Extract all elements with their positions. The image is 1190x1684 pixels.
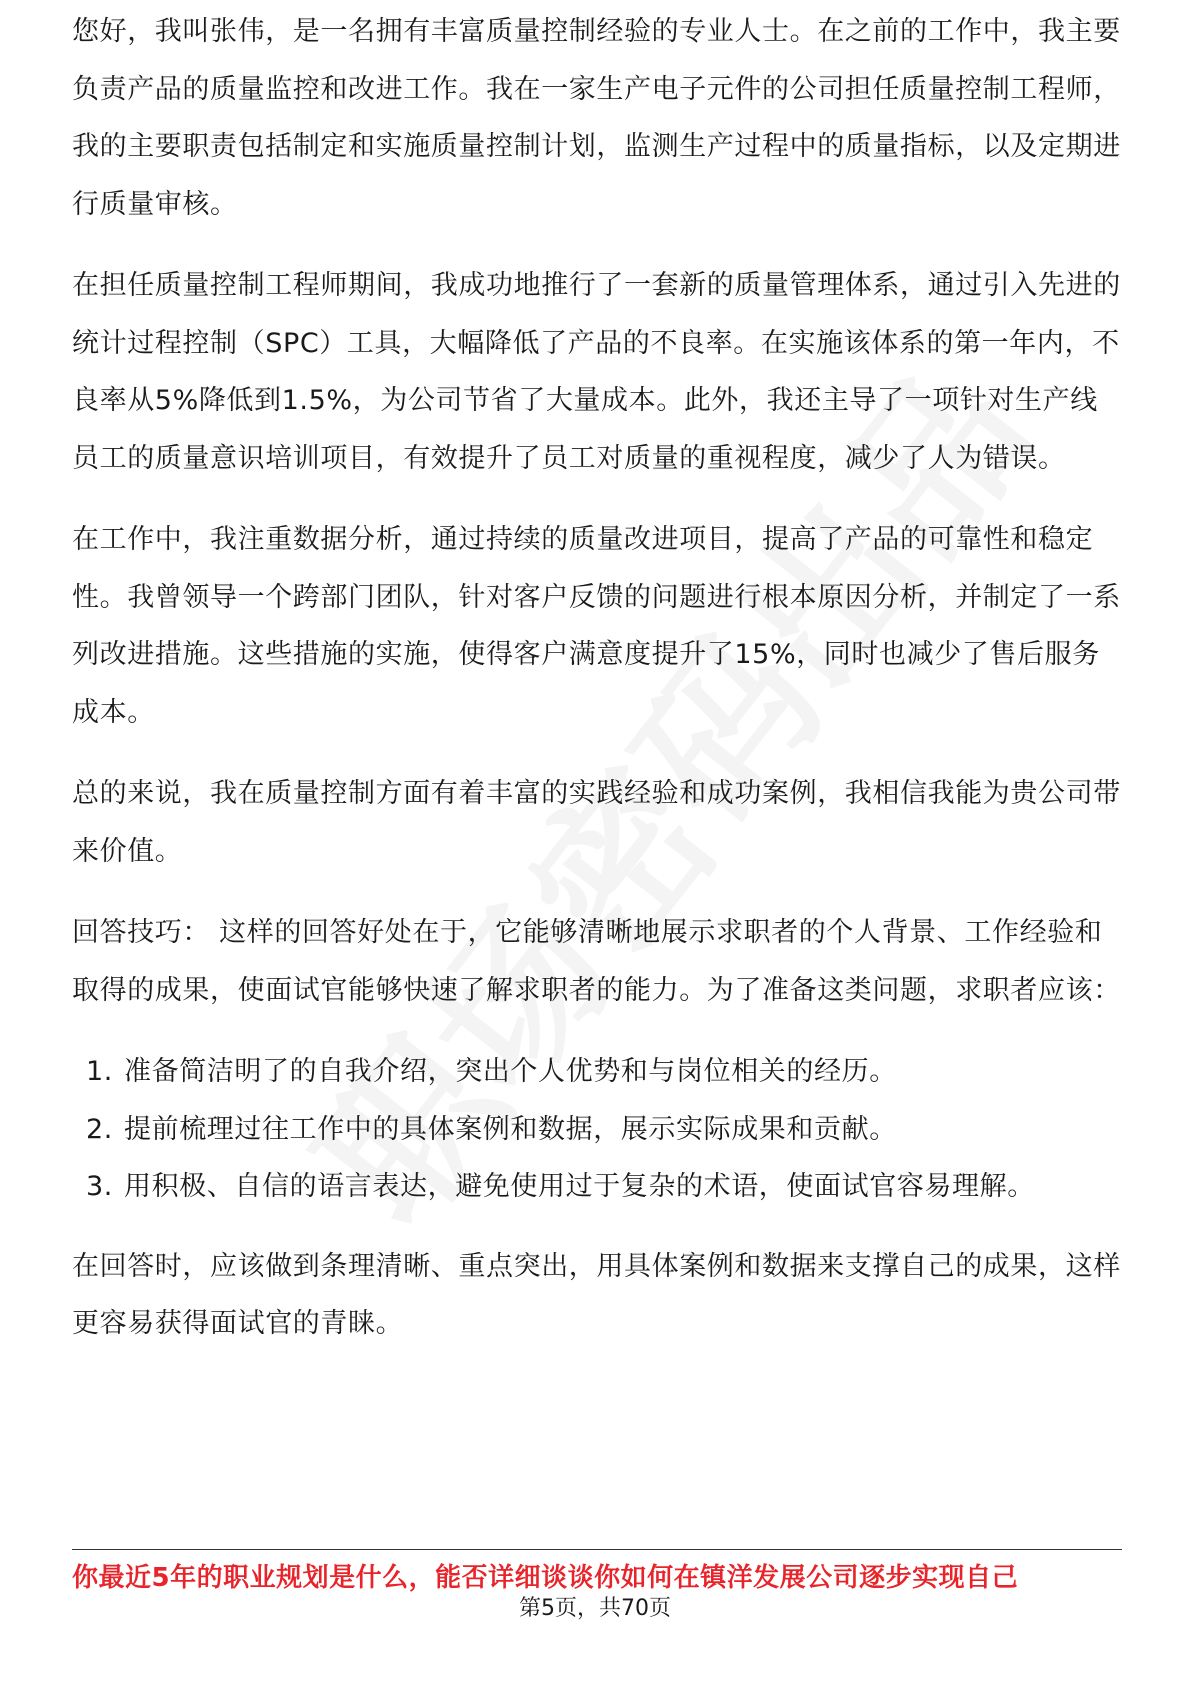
- paragraph-summary: 总的来说，我在质量控制方面有着丰富的实践经验和成功案例，我相信我能为贵公司带来价值。: [72, 778, 1121, 867]
- next-question-heading: 你最近5年的职业规划是什么，能否详细谈谈你如何在镇洋发展公司逐步实现自己: [72, 1563, 1019, 1593]
- paragraph-closing: 在回答时，应该做到条理清晰、重点突出，用具体案例和数据来支撑自己的成果，这样更容易获得面试官的青睐。: [72, 1250, 1121, 1339]
- answer-body: [72, 16, 1122, 1377]
- paragraph-intro: 您好，我叫张伟，是一名拥有丰富质量控制经验的专业人士。在之前的工作中，我主要负责产品的质量监控和改进工作。我在一家生产电子元件的公司担任质量控制工程师，我的主要职责包括制定和实施质量控制计划，监测生产过程中的质量指标，以及定期进行质量审核。: [72, 16, 1121, 220]
- tips-list: [72, 1043, 1122, 1216]
- page-number: 第5页，共70页: [519, 1596, 671, 1621]
- footer-divider: [72, 1549, 1122, 1550]
- paragraph-tips-intro: 回答技巧： 这样的回答好处在于，它能够清晰地展示求职者的个人背景、工作经验和取得的成果，使面试官能够快速了解求职者的能力。为了准备这类问题，求职者应该：: [72, 917, 1121, 1006]
- list-item: 1. 准备简洁明了的自我介绍，突出个人优势和与岗位相关的经历。: [86, 1056, 897, 1087]
- paragraph-achievement: 在担任质量控制工程师期间，我成功地推行了一套新的质量管理体系，通过引入先进的统计过程控制（SPC）工具，大幅降低了产品的不良率。在实施该体系的第一年内，不良率从5%降低到1.5%，为公司节省了大量成本。此外，我还主导了一项针对生产线员工的质量意识培训项目，有效提升了员工对质量的重视程度，减少了人为错误。: [72, 270, 1121, 474]
- list-item: 2. 提前梳理过往工作中的具体案例和数据，展示实际成果和贡献。: [86, 1113, 897, 1145]
- list-item: 3. 用积极、自信的语言表达，避免使用过于复杂的术语，使面试官容易理解。: [86, 1171, 1035, 1202]
- paragraph-analysis: 在工作中，我注重数据分析，通过持续的质量改进项目，提高了产品的可靠性和稳定性。我曾领导一个跨部门团队，针对客户反馈的问题进行根本原因分析，并制定了一系列改进措施。这些措施的实施，使得客户满意度提升了15%，同时也减少了售后服务成本。: [72, 524, 1121, 728]
